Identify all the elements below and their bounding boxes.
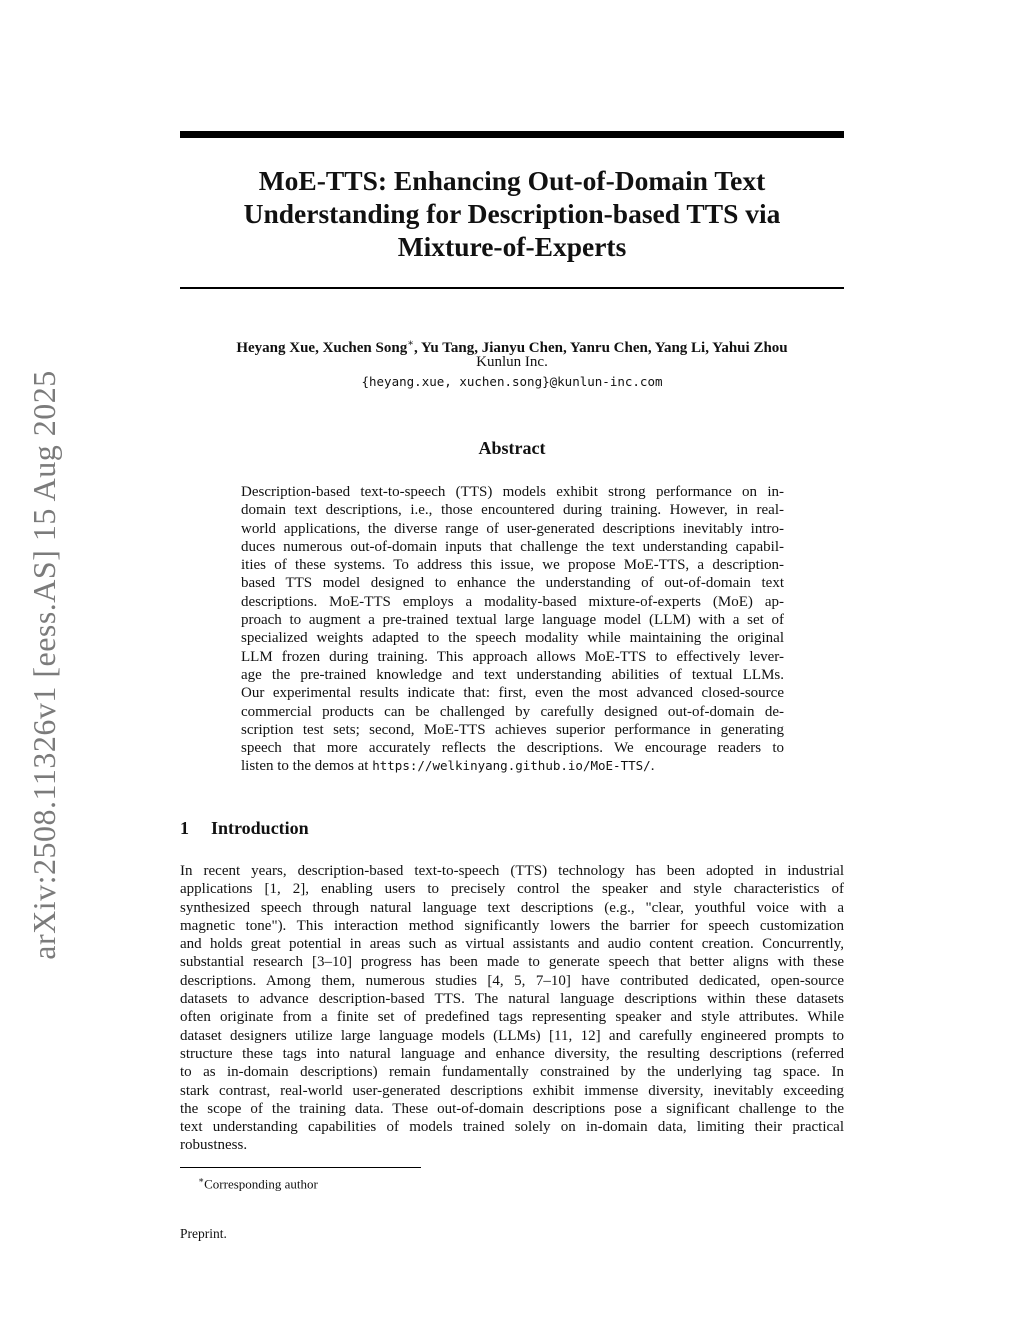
title-line: Mixture-of-Experts [397, 231, 627, 262]
section-number: 1 [180, 818, 189, 838]
title-line: MoE-TTS: Enhancing Out-of-Domain Text [258, 165, 766, 196]
abstract-line: specialized weights adapted to the speech modality while maintaining the original [241, 630, 784, 647]
paragraph-line: In recent years, description-based text-to-speech (TTS) technology has been adopted in industrial [180, 863, 844, 879]
section-heading [180, 816, 844, 840]
abstract-line: LLM frozen during training. This approach allows MoE-TTS to effectively lever- [241, 648, 784, 665]
paper-title [180, 164, 844, 263]
section-title: Introduction [211, 818, 309, 838]
abstract-line: commercial products can be challenged by carefully designed out-of-domain de- [241, 703, 784, 720]
arxiv-stamp-area [14, 355, 74, 975]
paragraph-line: datasets to advance description-based TTS. The natural language descriptions within these datasets [180, 991, 844, 1008]
paragraph-line: robustness. [180, 1137, 248, 1154]
author-names-rest: , Yu Tang, Jianyu Chen, Yanru Chen, Yang Li, Yahui Zhou [414, 340, 788, 356]
abstract-line: world applications, the diverse range of user-generated descriptions inevitably intro- [241, 520, 784, 537]
corresponding-author-mark: ∗ [407, 338, 414, 349]
paragraph-line: magnetic tone"). This interaction method significantly lowers the barrier for speech customization [180, 917, 844, 934]
paragraph-line: applications [1, 2], enabling users to precisely control the speaker and style characteristics of [180, 881, 844, 898]
demo-url-link[interactable]: https://welkinyang.github.io/MoE-TTS/ [372, 758, 651, 774]
affiliation: Kunlun Inc. [476, 354, 548, 370]
author-emails: {heyang.xue, xuchen.song}@kunlun-inc.com [361, 374, 663, 389]
paragraph-line: synthesized speech through natural language text descriptions (e.g., "clear, youthful voice with a [180, 899, 844, 916]
abstract-line: scription test sets; second, MoE-TTS achieves superior performance in generating [241, 721, 784, 738]
abstract-line: based TTS model designed to enhance the understanding of out-of-domain text [241, 575, 784, 592]
abstract-heading: Abstract [478, 438, 546, 458]
paragraph-line: the scope of the training data. These out-of-domain descriptions pose a significant challenge to the [180, 1100, 844, 1117]
abstract-line: speech that more accurately reflects the descriptions. We encourage readers to [241, 740, 784, 757]
paragraph-line: and holds great potential in areas such as virtual assistants and audio content creation. Concurrently, [180, 936, 844, 953]
preprint-label: Preprint. [180, 1226, 227, 1241]
footnote-text: Corresponding author [204, 1176, 318, 1192]
abstract-line: age the pre-trained knowledge and text understanding abilities of textual LLMs. [241, 666, 784, 683]
abstract-line: descriptions. MoE-TTS employs a modality-based mixture-of-experts (MoE) ap- [241, 593, 784, 610]
paragraph-line: text understanding capabilities of models trained solely on in-domain data, limiting their practical [180, 1119, 844, 1136]
paragraph-line: to as in-domain descriptions) remain fundamentally constrained by the underlying tag space. In [180, 1064, 844, 1081]
title-bottom-rule [180, 287, 844, 289]
abstract-line: ities of these systems. To address this issue, we propose MoE-TTS, a description- [241, 557, 784, 574]
abstract-line: proach to augment a pre-trained textual large language model (LLM) with a set of [241, 612, 784, 629]
introduction-body [180, 862, 844, 1155]
arxiv-identifier: arXiv:2508.11326v1 [eess.AS] 15 Aug 2025 [26, 370, 62, 960]
title-line: Understanding for Description-based TTS via [243, 198, 781, 229]
paragraph-line: dataset designers utilize large language models (LLMs) [11, 12] and carefully engineered prompts to [180, 1027, 844, 1044]
paragraph-line: descriptions. Among them, numerous studies [4, 5, 7–10] have contributed dedicated, open-source [180, 972, 844, 989]
paragraph-line: substantial research [3–10] progress has been made to generate speech that better aligns with these [180, 954, 844, 971]
abstract-last-line [241, 757, 784, 775]
paragraph-line: often originate from a finite set of predefined tags representing speaker and style attributes. While [180, 1009, 844, 1026]
abstract-last-line-text: listen to the demos at [241, 758, 373, 775]
footnote-mark: ∗ [198, 1175, 205, 1185]
footnote [198, 1171, 318, 1193]
paragraph-line: stark contrast, real-world user-generated descriptions exhibit immense diversity, inevitably exceeding [180, 1082, 844, 1099]
abstract-line: Description-based text-to-speech (TTS) models exhibit strong performance on in- [241, 484, 784, 500]
title-top-rule [180, 131, 844, 138]
abstract-body [241, 483, 784, 776]
footnote-rule [180, 1167, 421, 1168]
abstract-last-line-end: . [650, 758, 655, 775]
paragraph-line: structure these tags into natural language and enhance diversity, the resulting descriptions (referred [180, 1045, 844, 1062]
abstract-line: Our experimental results indicate that: first, even the most advanced closed-source [241, 685, 784, 702]
author-names-first: Heyang Xue, Xuchen Song [236, 340, 408, 356]
abstract-line: duces numerous out-of-domain inputs that challenge the text understanding capabil- [241, 538, 784, 555]
abstract-line: domain text descriptions, i.e., those encountered during training. However, in real- [241, 502, 784, 519]
